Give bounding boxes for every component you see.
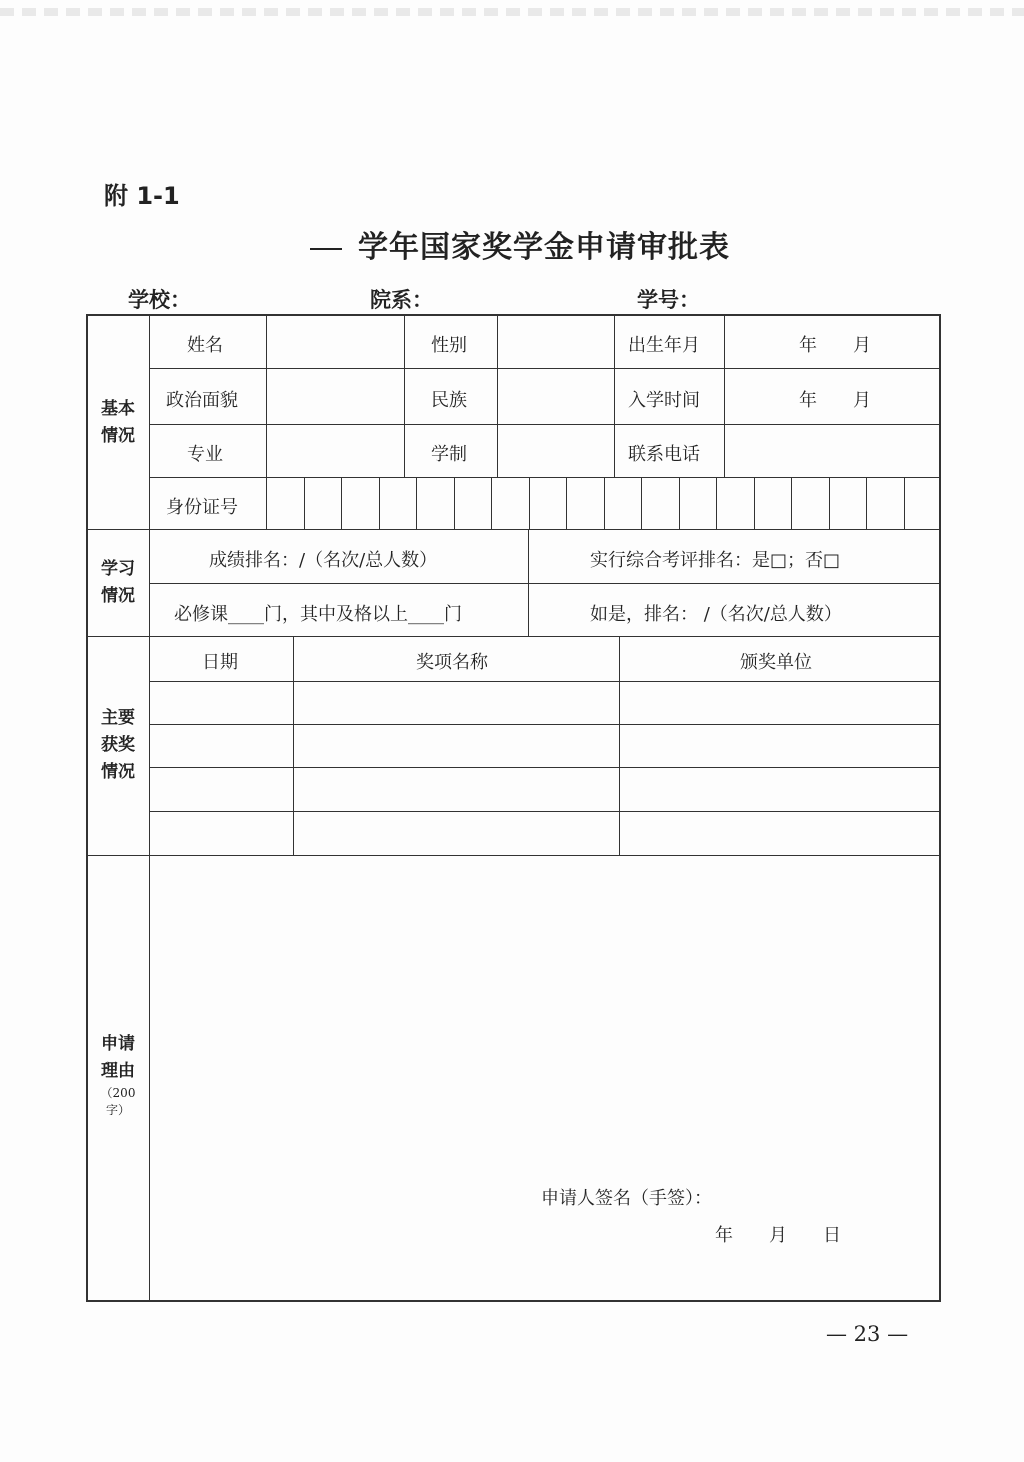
section-label-line: 获奖 bbox=[101, 735, 135, 755]
row-line bbox=[149, 368, 941, 369]
section-label-line: 情况 bbox=[101, 762, 135, 782]
courses-text: 必修课____门，其中及格以上____门 bbox=[174, 604, 462, 625]
enroll-value: 年 月 bbox=[799, 390, 871, 411]
row-line bbox=[149, 811, 941, 812]
study-section-label bbox=[87, 556, 149, 610]
col-line bbox=[404, 314, 405, 477]
id-digit-divider bbox=[679, 477, 680, 529]
id-digit-divider bbox=[641, 477, 642, 529]
student-id-label: 学号： bbox=[637, 288, 700, 312]
col-line bbox=[266, 314, 267, 529]
section-label-line: 主要 bbox=[101, 708, 135, 728]
rank-text: 成绩排名：/（名次/总人数） bbox=[209, 550, 438, 571]
id-digit-divider bbox=[379, 477, 380, 529]
award-name-header: 奖项名称 bbox=[416, 652, 488, 673]
section-label-line: 理由 bbox=[101, 1061, 135, 1081]
award-date-header: 日期 bbox=[202, 652, 238, 673]
id-digit-divider bbox=[566, 477, 567, 529]
signature-date: 年 月 日 bbox=[715, 1225, 841, 1246]
scan-artifact bbox=[0, 8, 1024, 16]
row-line bbox=[149, 724, 941, 725]
section-divider-study bbox=[86, 636, 941, 637]
year-blank-dash bbox=[310, 248, 342, 250]
comprehensive-text: 实行综合考评排名：是□；否□ bbox=[590, 550, 841, 571]
row-line bbox=[149, 681, 941, 682]
reason-section-label bbox=[87, 1031, 149, 1119]
col-line bbox=[614, 314, 615, 477]
col-line bbox=[528, 529, 529, 636]
length-label: 学制 bbox=[431, 444, 467, 465]
department-label: 院系： bbox=[370, 288, 433, 312]
id-card-label: 身份证号 bbox=[166, 497, 238, 518]
gender-label: 性别 bbox=[431, 335, 467, 356]
row-line bbox=[149, 767, 941, 768]
name-label: 姓名 bbox=[187, 335, 223, 356]
id-digit-divider bbox=[454, 477, 455, 529]
col-line bbox=[497, 314, 498, 477]
id-digit-divider bbox=[341, 477, 342, 529]
word-limit: （200 bbox=[100, 1086, 136, 1100]
col-line bbox=[724, 314, 725, 477]
id-digit-divider bbox=[904, 477, 905, 529]
signature-label: 申请人签名（手签）： bbox=[541, 1188, 712, 1209]
politics-label: 政治面貌 bbox=[166, 390, 238, 411]
row-line bbox=[149, 477, 941, 478]
section-label-line: 情况 bbox=[101, 586, 135, 606]
id-digit-divider bbox=[604, 477, 605, 529]
id-digit-divider bbox=[716, 477, 717, 529]
id-digit-divider bbox=[791, 477, 792, 529]
major-label: 专业 bbox=[187, 444, 223, 465]
label-column-divider bbox=[149, 314, 150, 1302]
row-line bbox=[149, 424, 941, 425]
id-digit-divider bbox=[529, 477, 530, 529]
birth-label: 出生年月 bbox=[628, 335, 700, 356]
id-digit-divider bbox=[304, 477, 305, 529]
section-label-line: 情况 bbox=[101, 426, 135, 446]
form-title-text: 学年国家奖学金申请审批表 bbox=[358, 230, 730, 265]
col-line bbox=[293, 636, 294, 855]
id-digit-divider bbox=[754, 477, 755, 529]
award-issuer-header: 颁奖单位 bbox=[740, 652, 812, 673]
section-label-line: 申请 bbox=[101, 1034, 135, 1054]
col-line bbox=[619, 636, 620, 855]
school-label: 学校： bbox=[128, 288, 191, 312]
page-number: — 23 — bbox=[826, 1322, 909, 1346]
id-digit-divider bbox=[866, 477, 867, 529]
annex-label: 附 1-1 bbox=[104, 182, 180, 210]
enroll-label: 入学时间 bbox=[628, 390, 700, 411]
id-digit-divider bbox=[491, 477, 492, 529]
basic-section-label bbox=[87, 396, 149, 450]
section-divider-awards bbox=[86, 855, 941, 856]
id-digit-divider bbox=[416, 477, 417, 529]
awards-section-label bbox=[87, 705, 149, 786]
phone-label: 联系电话 bbox=[628, 444, 700, 465]
id-digit-divider bbox=[829, 477, 830, 529]
birth-value: 年 月 bbox=[799, 335, 871, 356]
section-divider-basic bbox=[86, 529, 941, 530]
section-label-line: 学习 bbox=[101, 559, 135, 579]
ethnicity-label: 民族 bbox=[431, 390, 467, 411]
word-limit: 字） bbox=[105, 1103, 130, 1117]
section-label-line: 基本 bbox=[101, 399, 135, 419]
form-title bbox=[310, 222, 730, 266]
row-line bbox=[149, 583, 941, 584]
if-yes-text: 如是，排名： /（名次/总人数） bbox=[590, 604, 842, 625]
